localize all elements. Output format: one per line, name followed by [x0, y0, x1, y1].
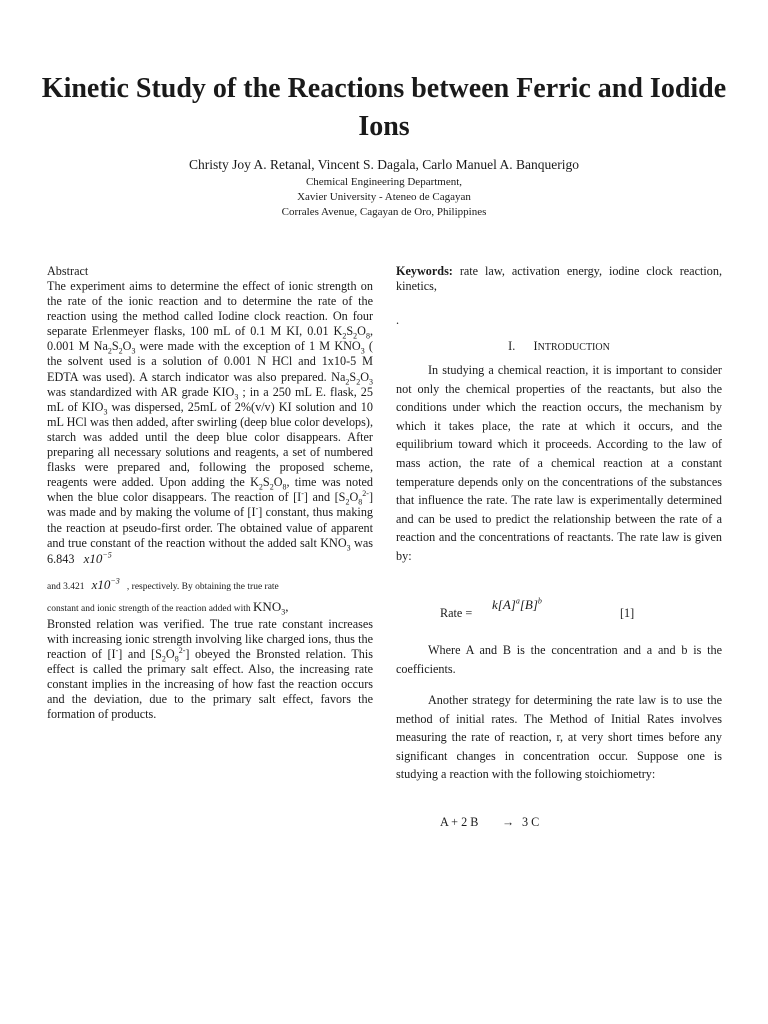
keywords: Keywords: rate law, activation energy, iodine clock reaction, kinetics, [396, 264, 722, 294]
abstract-body: The experiment aims to determine the effect of ionic strength on the rate of the ionic reaction and to determine the rate of the reaction using the method called Iodine clock reaction. On four separate Erlenmeyer flasks, 100 mL of 0.1 M KI, 0.01 $K_2S_2O_8$, 0.001 M $Na_2S_2O_3$ were made with the exception of 1 M $KNO_3$ ( the solvent used is a solution of 0.001 N HCl and 1x10-5 M EDTA was used). A starch indicator was also prepared. $Na_2S_2O_3$ was standardized with AR grade $KIO_3$ ; in a 250 mL E. flask, 25 mL of $KIO_3$ was dispersed, 25mL of 2%(v/v) KI solution and 10 mL HCl was then added, after swirling (deep blue color develops), starch was added until the deep blue color disappears. After preparing all necessary solutions and reagents, a set of numbered flasks were prepared and, following the proposed scheme, reagents were added. Upon adding the $K_2S_2O_8$, time was noted when the blue color disappears. The reaction of [I-] and $[S_2O_8^{2-}]$ was made and by making the volume of [I-] constant, thus making the reaction at pseudo-first order. The obtained value of apparent and true constant of the reaction without the added salt $KNO_3$ was 6.843 $x10^{-5}$ and 3.421 $x10^{-3}$ , respectively. By obtaining the true rate constant and ionic strength of the reaction added with $KNO_3$, Bronsted relation was verified. The true rate constant increases with increasing ionic strength involving like charged ions, thus the reaction of [I-] and $[S_2O_8^{2-}]$ obeyed the Bronsted relation. This effect is called the primary salt effect. Also, the increasing rate constant implies in the increasing of how fast the reaction occurs and the deviation, due to the primary salt effect, favors the formation of products. [47, 279, 374, 722]
section-heading-introduction: I. INTRODUCTION [508, 339, 610, 353]
affiliation-department: Chemical Engineering Department, [305, 176, 463, 188]
exponent-value-a: $x10^{-5}$ [83, 550, 112, 566]
intro-paragraph-3: Another strategy for determining the rate law is to use the method of initial rates. The Method of Initial Rates involves measuring the rate of reaction, r, at very short times before any significant changes in concentration occur. Suppose one is studying a reaction with the following stoichiometry: [396, 693, 722, 782]
authors: Christy Joy A. Retanal, Vincent S. Dagala, Carlo Manuel A. Banquerigo [188, 157, 579, 172]
keywords-dot: . [396, 313, 400, 327]
abstract-heading: Abstract [47, 264, 89, 278]
equation-number: [1] [620, 606, 635, 620]
paper-title: Kinetic Study of the Reactions between Ferric and Iodide Ions [41, 73, 727, 142]
affiliation-address: Corrales Avenue, Cagayan de Oro, Philippines [281, 206, 487, 218]
rate-law-expression: $k[A]^a[B]^b$ [492, 596, 542, 612]
exponent-value-b: $x10^{-3}$ [91, 576, 120, 592]
affiliation-university: Xavier University - Ateneo de Cagayan [297, 191, 471, 203]
intro-paragraph-1: In studying a chemical reaction, it is important to consider not only the chemical properties of the reactants, but also the conditions under which the reaction occurs, the mechanism by which it takes place, the rate at which it occurs, and the equilibrium toward which it proceeds. According to the law of mass action, the rate of a chemical reaction at a constant temperature depends only on the concentrations of the substances that influence the rate. The rate law is experimentally determined and can be used to predict the relationship between the rate of a reaction and the concentrations of reactants. The rate law is given by: [396, 363, 722, 563]
intro-paragraph-2: Where A and B is the concentration and a and b is the coefficients. [396, 643, 722, 676]
